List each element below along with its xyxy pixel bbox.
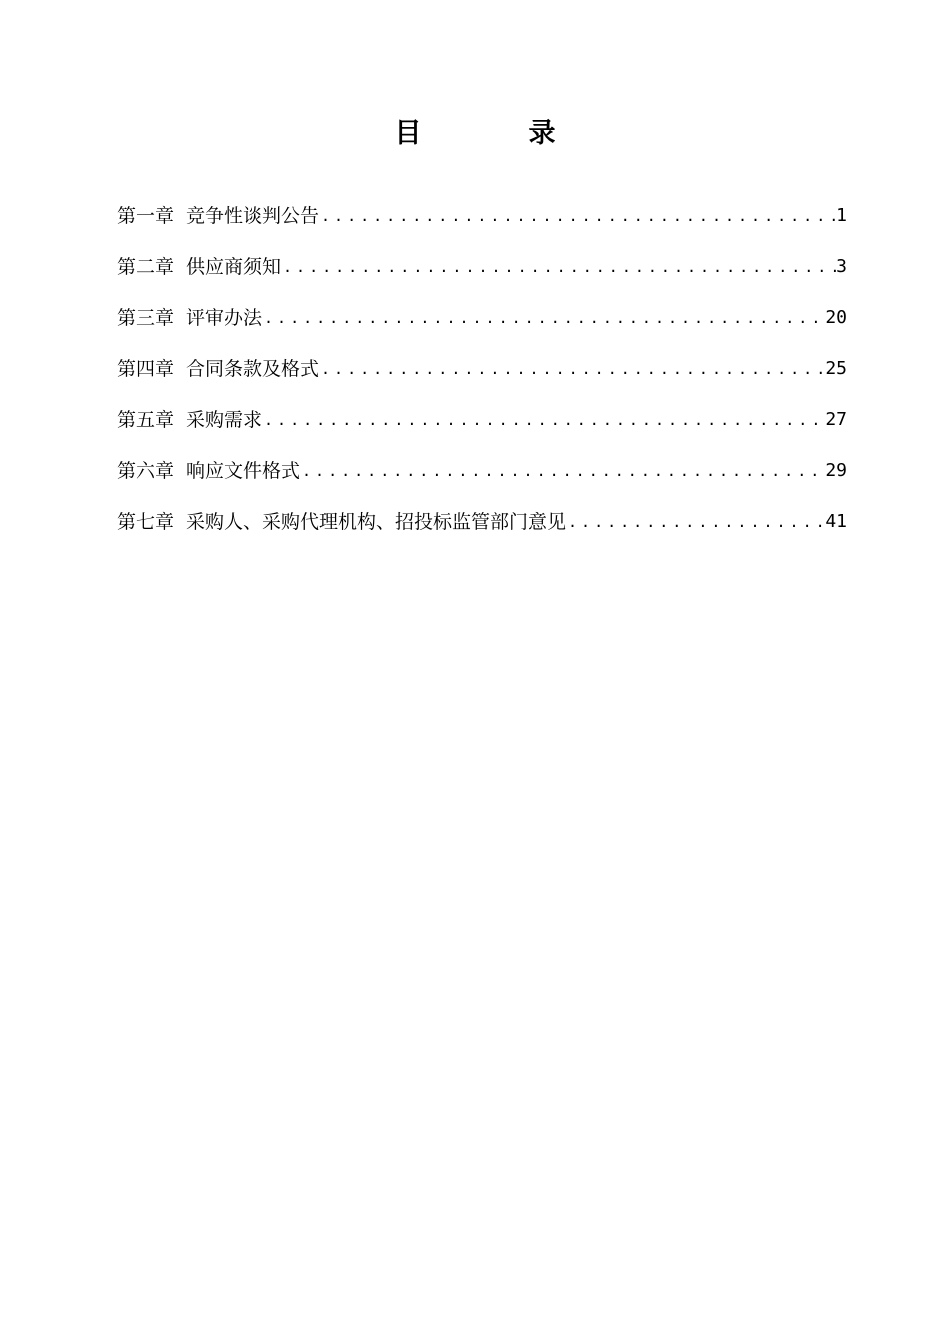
toc-entry[interactable] — [117, 337, 847, 388]
toc-chapter-label: 第一章 — [117, 205, 175, 227]
toc-entry-title: 采购人、采购代理机构、招投标监管部门意见 — [186, 511, 567, 533]
toc-entry-title: 合同条款及格式 — [186, 358, 320, 380]
toc-entry[interactable] — [117, 439, 847, 490]
toc-title: 目 录 — [394, 118, 596, 149]
toc-chapter-label: 第三章 — [117, 307, 175, 329]
toc-entry[interactable] — [117, 490, 847, 541]
toc-chapter-label: 第二章 — [117, 256, 175, 278]
toc-entry-title: 评审办法 — [186, 307, 263, 329]
toc-entry[interactable] — [117, 388, 847, 439]
toc-chapter-label: 第六章 — [117, 460, 175, 482]
toc-page-number: 41 — [825, 511, 847, 532]
toc-chapter-label: 第五章 — [117, 409, 175, 431]
toc-chapter-label: 第七章 — [117, 511, 175, 533]
toc-entry[interactable] — [117, 286, 847, 337]
toc-list — [117, 184, 847, 541]
toc-page-number: 25 — [825, 358, 847, 379]
dot-leader — [262, 401, 825, 439]
toc-page-number: 1 — [836, 205, 847, 226]
toc-entry[interactable] — [117, 235, 847, 286]
toc-page-number: 3 — [836, 256, 847, 277]
toc-entry-title: 采购需求 — [186, 409, 263, 431]
toc-page-number: 29 — [825, 460, 847, 481]
toc-chapter-label: 第四章 — [117, 358, 175, 380]
dot-leader — [319, 350, 825, 388]
toc-entry-title: 响应文件格式 — [186, 460, 301, 482]
toc-page-number: 27 — [825, 409, 847, 430]
dot-leader — [300, 452, 825, 490]
toc-page-number: 20 — [825, 307, 847, 328]
dot-leader — [319, 197, 836, 235]
dot-leader — [566, 503, 825, 541]
dot-leader — [262, 299, 825, 337]
dot-leader — [281, 248, 836, 286]
toc-entry-title: 供应商须知 — [186, 256, 282, 278]
toc-entry[interactable] — [117, 184, 847, 235]
toc-entry-title: 竞争性谈判公告 — [186, 205, 320, 227]
